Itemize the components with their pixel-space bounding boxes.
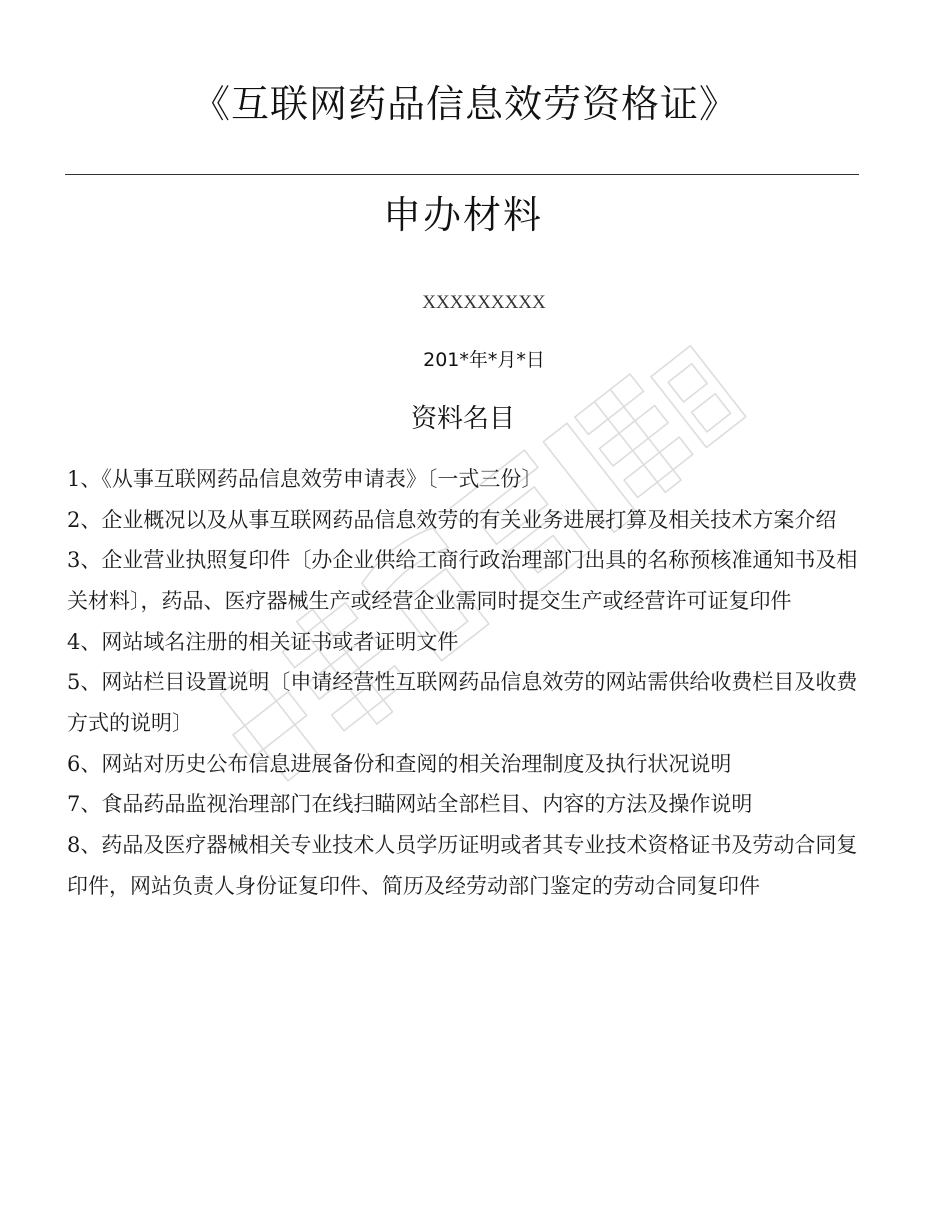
list-item: 5、网站栏目设置说明〔申请经营性互联网药品信息效劳的网站需供给收费栏目及收费方式的说明〕 xyxy=(67,670,858,735)
title-divider xyxy=(65,174,859,175)
document-subtitle: 申办材料 xyxy=(382,193,543,237)
list-item: 4、网站域名注册的相关证书或者证明文件 xyxy=(67,629,459,654)
document-title: 《互联网药品信息效劳资格证》 xyxy=(191,82,738,126)
list-item: 3、企业营业执照复印件〔办企业供给工商行政治理部门出具的名称预核准通知书及相关材料〕，药品、医疗器械生产或经营企业需同时提交生产或经营许可证复印件 xyxy=(67,548,858,613)
applicant-name: XXXXXXXXX xyxy=(422,292,546,313)
list-item: 7、食品药品监视治理部门在线扫瞄网站全部栏目、内容的方法及操作说明 xyxy=(67,792,753,816)
list-item: 6、网站对历史公布信息进展备份和查阅的相关治理制度及执行状况说明 xyxy=(67,751,732,776)
list-heading: 资料名目 xyxy=(410,404,515,434)
list-item: 2、企业概况以及从事互联网药品信息效劳的有关业务进展打算及相关技术方案介绍 xyxy=(67,507,837,532)
list-item: 1、《从事互联网药品信息效劳申请表》〔一式三份〕 xyxy=(67,467,543,491)
document-date: 201*年*月*日 xyxy=(423,349,545,371)
list-item: 8、药品及医疗器械相关专业技术人员学历证明或者其专业技术资格证书及劳动合同复印件，网站负责人身份证复印件、简历及经劳动部门鉴定的劳动合同复印件 xyxy=(67,832,858,898)
materials-list xyxy=(67,459,859,906)
